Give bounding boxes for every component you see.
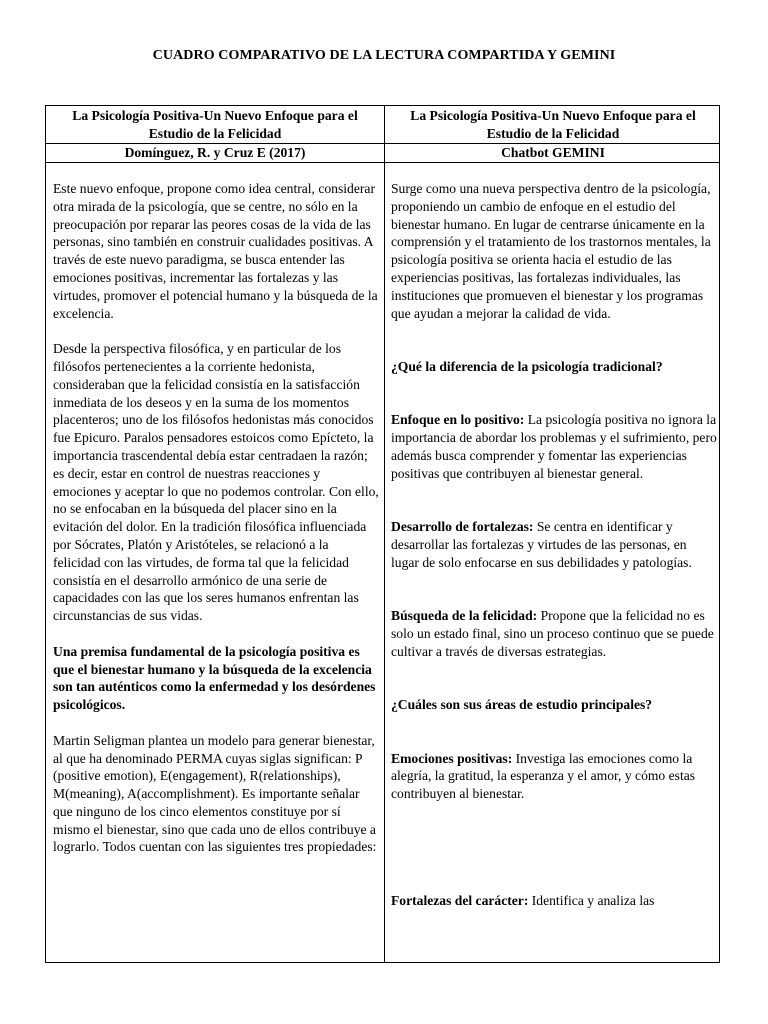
document-title: CUADRO COMPARATIVO DE LA LECTURA COMPARTIDA Y GEMINI	[152, 48, 616, 63]
right-item-label: Fortalezas del carácter:	[391, 892, 529, 908]
right-column-text	[391, 180, 717, 927]
right-intro: Surge como una nueva perspectiva dentro de la psicología, proponiendo un cambio de enfoque en el estudio del bienestar humano. En lugar de centrarse únicamente en la comprensión y el tratamiento de los trastornos mentales, la psicología positiva se orienta hacia el estudio de las experiencias positivas, las fortalezas individuales, las instituciones que promueven el bienestar y los programas que ayudan a mejorar la calidad de vida.	[391, 181, 711, 321]
right-question: ¿Cuáles son sus áreas de estudio principales?	[391, 697, 653, 713]
column-divider	[384, 106, 385, 962]
right-header-title: La Psicología Positiva-Un Nuevo Enfoque para el Estudio de la Felicidad	[410, 108, 696, 141]
left-paragraph-bold: Una premisa fundamental de la psicología positiva es que el bienestar humano y la búsqueda de la excelencia son tan auténticos como la enfermedad y los desórdenes psicológicos.	[53, 643, 376, 713]
right-item-text: Identifica y analiza las	[528, 892, 655, 908]
left-column-text	[53, 180, 379, 874]
right-item-label: Enfoque en lo positivo:	[391, 412, 525, 428]
right-item-text: Se centra en identificar y desarrollar las fortalezas y virtudes de las personas, en lugar de solo enfocarse en sus debilidades y patologías.	[391, 519, 692, 570]
right-item-label: Búsqueda de la felicidad:	[391, 608, 538, 624]
left-paragraph: Desde la perspectiva filosófica, y en particular de los filósofos pertenecientes a la corriente hedonista, consideraban que la felicidad consistía en la satisfacción inmediata de los deseos y en la suma de los momentos placenteros; uno de los filósofos hedonistas más conocidos fue Epicuro. Paralos pensadores estoicos como Epícteto, la importancia trascendental debía estar centradaen la razón; es decir, estar en control de nuestras reacciones y emociones y aceptar lo que no podemos controlar. Con ello, no se enfocaban en la búsqueda del placer sino en la evitación del dolor. En la tradición filosófica influenciada por Sócrates, Platón y Aristóteles, se relacionó a la felicidad con las virtudes, de forma tal que la felicidad consistía en el desarrollo armónico de una serie de capacidades con las que los seres humanos enfrentan las circunstancias de sus vidas.	[53, 341, 379, 624]
left-paragraph: Este nuevo enfoque, propone como idea central, considerar otra mirada de la psicología, que se centre, no sólo en la preocupación por reparar las peores cosas de la vida de las personas, sino también en construir cualidades positivas. A través de este nuevo paradigma, se busca entender las emociones positivas, incrementar las fortalezas y las virtudes, promover el potencial humano y la búsqueda de la excelencia.	[53, 181, 378, 321]
comparison-table	[45, 105, 720, 963]
right-item-text: Propone que la felicidad no es solo un estado final, sino un proceso continuo que se puede cultivar a través de diversas estrategias.	[391, 608, 714, 659]
right-item	[391, 518, 717, 571]
right-item-label: Desarrollo de fortalezas:	[391, 519, 534, 535]
left-paragraph: Martin Seligman plantea un modelo para generar bienestar, al que ha denominado PERMA cuyas siglas significan: P (positive emotion), E(engagement), R(relationships), M(meaning), A(accomplishment). Es importante señalar que ninguno de los cinco elementos constituye por sí mismo el bienestar, sino que cada uno de ellos contribuye a lograrlo. Todos cuentan con las siguientes tres propiedades:	[53, 732, 377, 855]
right-question: ¿Qué la diferencia de la psicología tradicional?	[391, 358, 663, 374]
right-item-label: Emociones positivas:	[391, 750, 513, 766]
right-item	[391, 892, 717, 910]
right-item	[391, 750, 717, 803]
right-header-author: Chatbot GEMINI	[501, 145, 605, 160]
right-item	[391, 607, 717, 660]
right-item	[391, 411, 717, 482]
author-divider	[46, 162, 719, 163]
left-header-title: La Psicología Positiva-Un Nuevo Enfoque para el Estudio de la Felicidad	[72, 108, 358, 141]
right-item-text: Investiga las emociones como la alegría, la gratitud, la esperanza y el amor, y cómo estas contribuyen al bienestar.	[391, 750, 696, 802]
left-header-author: Domínguez, R. y Cruz E (2017)	[124, 145, 306, 160]
right-item-text: La psicología positiva no ignora la importancia de abordar los problemas y el sufrimiento, pero además busca comprender y fomentar las experiencias positivas que contribuyen al bienestar general.	[391, 412, 717, 481]
